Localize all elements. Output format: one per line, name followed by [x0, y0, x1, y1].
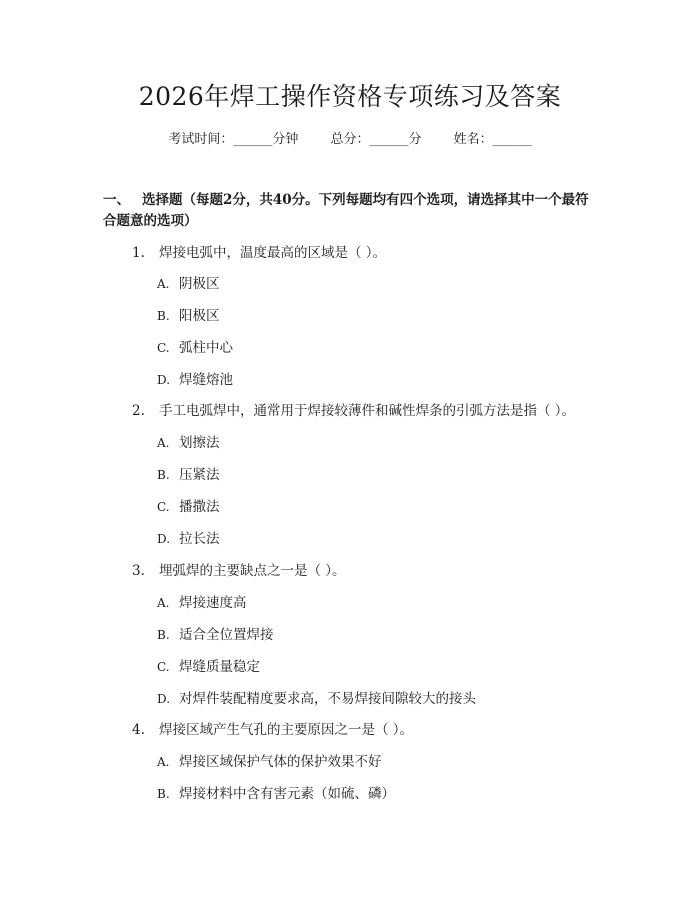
question-number: 3. — [132, 563, 145, 579]
option-text: 焊缝熔池 — [179, 372, 233, 388]
option-letter: D. — [157, 373, 171, 387]
q3-option-b — [157, 625, 274, 645]
option-letter: B. — [157, 787, 170, 801]
question-number: 4. — [132, 722, 145, 738]
q1-option-d — [157, 370, 233, 390]
student-name-field: 姓名：______ — [453, 132, 532, 147]
question-4 — [132, 720, 413, 740]
question-text: 焊接电弧中，温度最高的区域是（ ）。 — [159, 245, 387, 261]
option-text: 焊接区域保护气体的保护效果不好 — [179, 754, 382, 770]
option-letter: C. — [157, 341, 170, 355]
option-letter: B. — [157, 468, 170, 482]
q2-option-c — [157, 497, 220, 517]
exam-time-field: 考试时间：______分钟 — [168, 132, 299, 147]
q4-option-a — [157, 752, 382, 772]
q2-option-a — [157, 433, 220, 453]
option-letter: A. — [157, 755, 170, 769]
q1-option-a — [157, 274, 220, 294]
option-text: 适合全位置焊接 — [179, 627, 274, 643]
option-text: 弧柱中心 — [179, 340, 233, 356]
question-number: 1. — [132, 245, 145, 261]
q4-option-b — [157, 784, 395, 804]
q2-option-b — [157, 465, 220, 485]
option-letter: C. — [157, 500, 170, 514]
q1-option-b — [157, 306, 220, 326]
question-2 — [132, 401, 575, 421]
option-text: 播撒法 — [179, 499, 220, 515]
q2-option-d — [157, 529, 220, 549]
total-score-field: 总分：______分 — [330, 132, 422, 147]
option-text: 焊接材料中含有害元素（如硫、磷） — [179, 786, 395, 802]
option-text: 压紧法 — [179, 467, 220, 483]
option-letter: B. — [157, 628, 170, 642]
option-text: 划擦法 — [179, 435, 220, 451]
section-heading — [103, 190, 595, 232]
question-1 — [132, 243, 386, 263]
option-text: 焊接速度高 — [179, 595, 247, 611]
exam-meta-line — [0, 130, 700, 150]
option-text: 焊缝质量稳定 — [179, 659, 260, 675]
option-text: 对焊件装配精度要求高，不易焊接间隙较大的接头 — [179, 691, 476, 707]
section-number: 一、 — [103, 192, 130, 208]
option-text: 拉长法 — [179, 531, 220, 547]
option-letter: A. — [157, 436, 170, 450]
option-letter: A. — [157, 277, 170, 291]
question-text: 焊接区域产生气孔的主要原因之一是（ ）。 — [159, 722, 414, 738]
option-text: 阴极区 — [179, 276, 220, 292]
option-letter: D. — [157, 692, 171, 706]
q1-option-c — [157, 338, 233, 358]
option-letter: A. — [157, 596, 170, 610]
question-number: 2. — [132, 403, 145, 419]
option-text: 阳极区 — [179, 308, 220, 324]
question-3 — [132, 561, 346, 581]
q3-option-c — [157, 657, 260, 677]
document-title: 2026年焊工操作资格专项练习及答案 — [138, 82, 562, 111]
option-letter: C. — [157, 660, 170, 674]
option-letter: B. — [157, 309, 170, 323]
q3-option-a — [157, 593, 247, 613]
q3-option-d — [157, 689, 476, 709]
question-text: 埋弧焊的主要缺点之一是（ ）。 — [159, 563, 346, 579]
section-heading-text: 选择题（每题2分，共40分。下列每题均有四个选项，请选择其中一个最符合题意的选项） — [103, 192, 589, 229]
question-text: 手工电弧焊中，通常用于焊接较薄件和碱性焊条的引弧方法是指（ ）。 — [159, 403, 576, 419]
option-letter: D. — [157, 532, 171, 546]
